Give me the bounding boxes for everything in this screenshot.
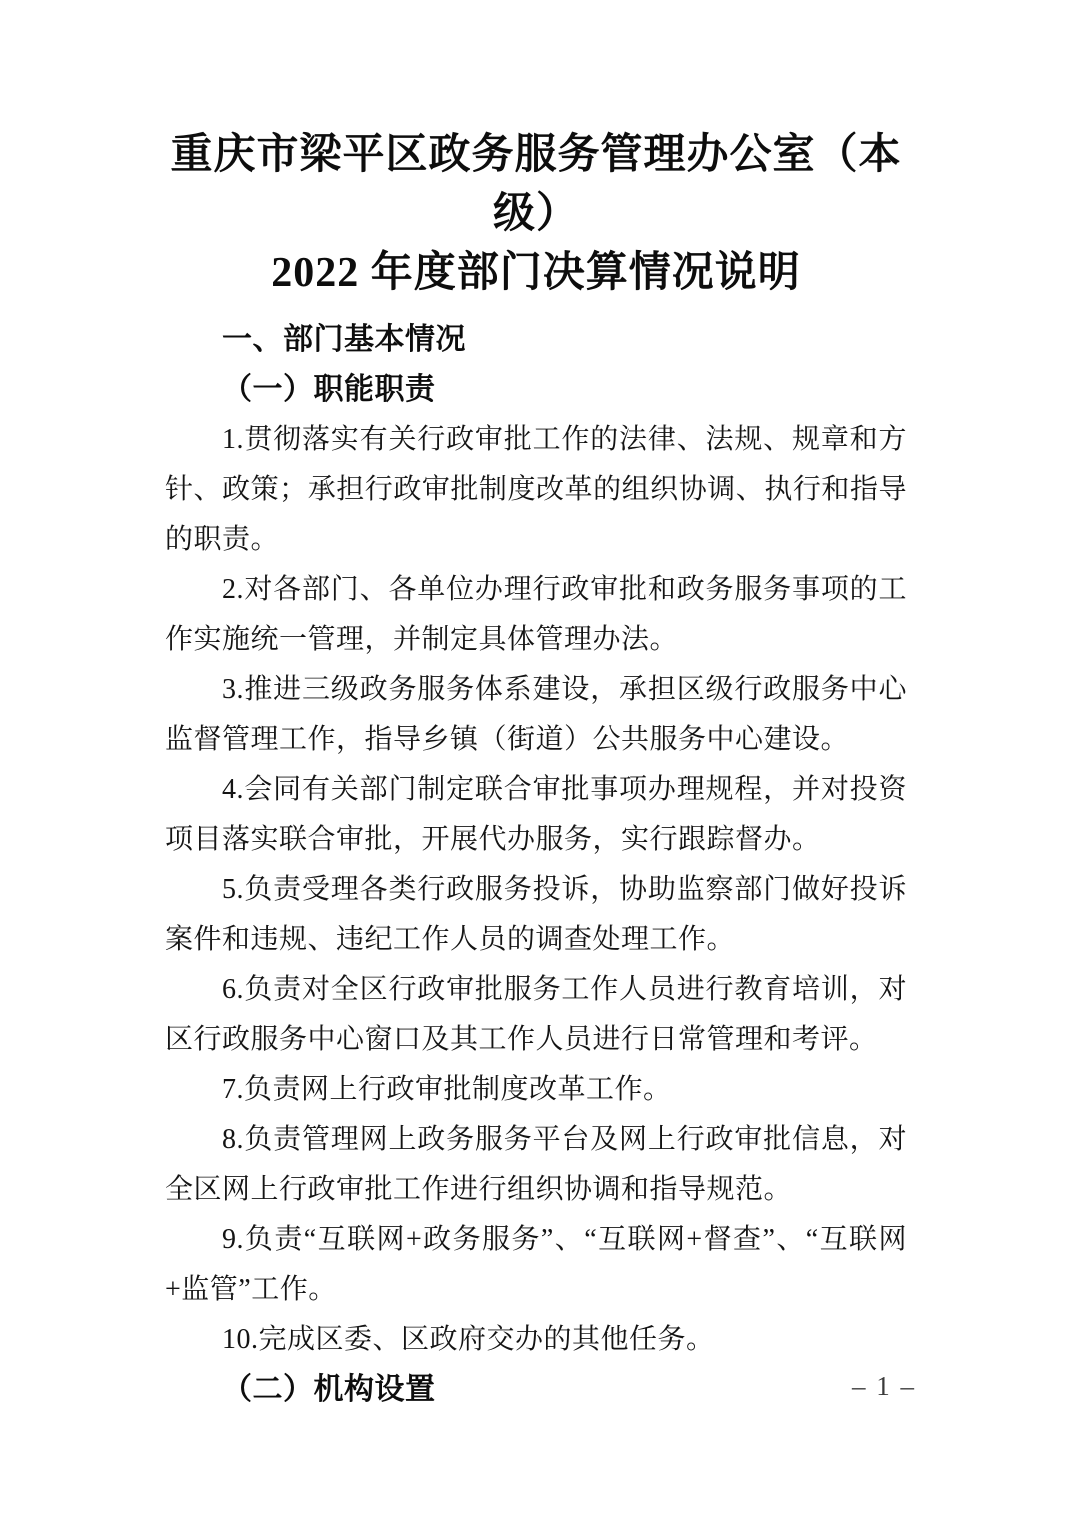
subsection-heading-1-2: （二）机构设置 — [222, 1373, 436, 1406]
duty-paragraph-4: 4.会同有关部门制定联合审批事项办理规程，并对投资项目落实联合审批，开展代办服务，实行跟踪督办。 — [165, 774, 907, 855]
document-body — [165, 315, 907, 1415]
subsection-heading-1-1: （一）职能职责 — [222, 373, 436, 406]
duty-paragraph-10: 10.完成区委、区政府交办的其他任务。 — [222, 1324, 715, 1355]
duty-paragraph-2: 2.对各部门、各单位办理行政审批和政务服务事项的工作实施统一管理，并制定具体管理办法。 — [165, 574, 907, 655]
document-title-line2: 2022 年度部门决算情况说明 — [271, 250, 801, 296]
duty-paragraph-8: 8.负责管理网上政务服务平台及网上行政审批信息，对全区网上行政审批工作进行组织协调和指导规范。 — [165, 1124, 907, 1205]
duty-paragraph-6: 6.负责对全区行政审批服务工作人员进行教育培训，对区行政服务中心窗口及其工作人员进行日常管理和考评。 — [165, 974, 907, 1055]
document-title-line1: 重庆市梁平区政务服务管理办公室（本级） — [170, 132, 902, 237]
duty-paragraph-1: 1.贯彻落实有关行政审批工作的法律、法规、规章和方针、政策；承担行政审批制度改革的组织协调、执行和指导的职责。 — [165, 424, 907, 555]
duty-paragraph-9: 9.负责“互联网+政务服务”、“互联网+督查”、“互联网+监管”工作。 — [165, 1224, 907, 1305]
duty-paragraph-5: 5.负责受理各类行政服务投诉，协助监察部门做好投诉案件和违规、违纪工作人员的调查处理工作。 — [165, 874, 907, 955]
duty-paragraph-3: 3.推进三级政务服务体系建设，承担区级行政服务中心监督管理工作，指导乡镇（街道）公共服务中心建设。 — [165, 674, 907, 755]
page-number: – 1 – — [852, 1371, 916, 1401]
document-content — [165, 126, 907, 1415]
section-heading-1: 一、部门基本情况 — [222, 323, 466, 356]
duty-paragraph-7: 7.负责网上行政审批制度改革工作。 — [222, 1074, 672, 1105]
document-title — [165, 126, 907, 303]
